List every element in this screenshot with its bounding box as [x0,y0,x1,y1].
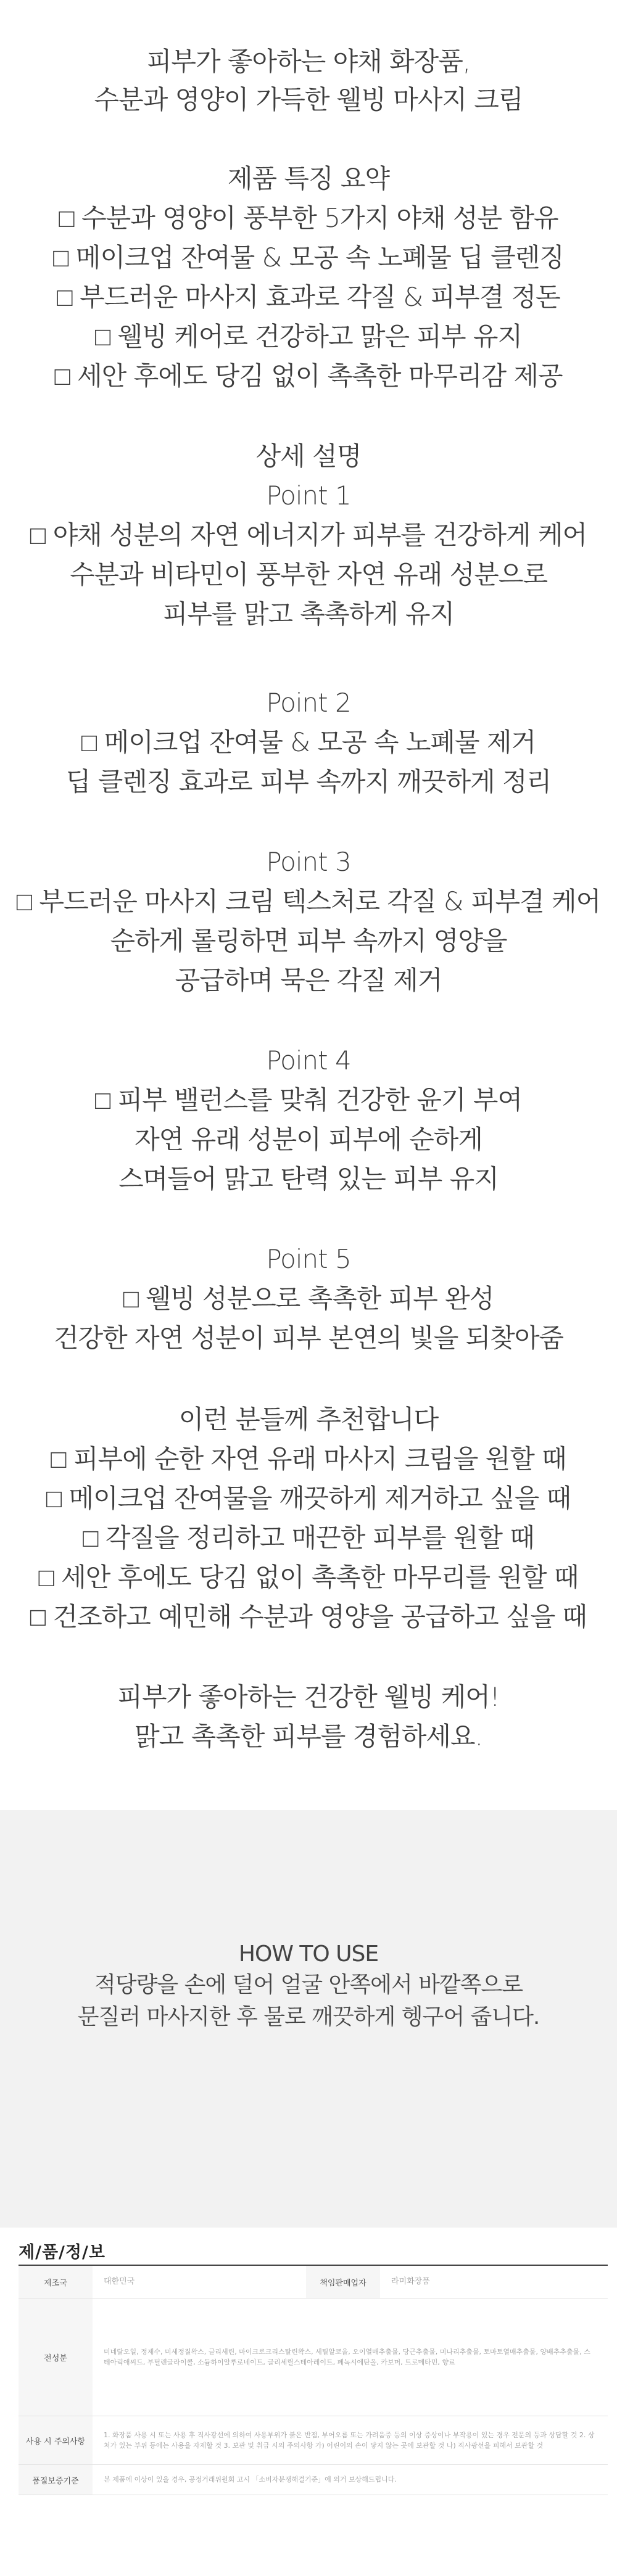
point-line: 딥 클렌징 효과로 피부 속까지 깨끗하게 정리 [65,767,552,797]
recommend-item-1: □ 피부에 순한 자연 유래 마사지 크림을 원할 때 [51,1444,566,1474]
point-line: 수분과 비타민이 풍부한 자연 유래 성분으로 [69,559,548,590]
point-line: 순하게 롤링하면 피부 속까지 영양을 [110,926,507,956]
ingredients-label: 전성분 [19,2298,93,2416]
intro-line-2: 수분과 영양이 가득한 웰빙 마사지 크림 [94,84,523,115]
point-line: □ 부드러운 마사지 크림 텍스처로 각질 & 피부결 케어 [16,886,601,916]
point-line: □ 웰빙 성분으로 촉촉한 피부 완성 [123,1283,494,1314]
table-row [19,2465,608,2495]
quality-label: 품질보증기준 [19,2465,93,2495]
closing-line-2: 맑고 촉촉한 피부를 경험하세요. [135,1721,482,1751]
point-line: 공급하며 묵은 각질 제거 [175,965,442,995]
product-info-table [19,2265,608,2495]
how-to-use-line-1: 적당량을 손에 덜어 얼굴 안쪽에서 바깥쪽으로 [94,1972,523,1998]
point-line: □ 야채 성분의 자연 에너지가 피부를 건강하게 케어 [30,520,587,550]
point-line: 자연 유래 성분이 피부에 순하게 [135,1124,482,1154]
point-line: □ 피부 밸런스를 맞춰 건강한 윤기 부여 [94,1085,523,1115]
ingredients-value: 미네랄오일, 정제수, 미세정질왁스, 글리세린, 마이크로크리스탈린왁스, 세틸알코올, 오이열매추출물, 당근추출물, 미나리추출물, 토마토열매추출물, 양배추추출물, 스테아릭애씨드, 부틸렌글라이콜, 소듐하이알루로네이트, 글리세릴스테아레이트, 페녹시에탄올, 카보머, 트로메타민, 향료 [104,2348,590,2366]
table-row [19,2416,608,2465]
summary-item-4: □ 웰빙 케어로 건강하고 맑은 피부 유지 [94,321,523,352]
how-to-use-line-2: 문질러 마사지한 후 물로 깨끗하게 헹구어 줍니다. [77,2004,540,2030]
summary-item-1: □ 수분과 영양이 풍부한 5가지 야채 성분 함유 [59,203,558,233]
caution-label: 사용 시 주의사항 [19,2416,93,2464]
point-line: □ 메이크업 잔여물 & 모공 속 노폐물 제거 [81,727,536,757]
how-to-use-title: HOW TO USE [238,1941,379,1967]
detail-title: 상세 설명 [255,441,362,471]
summary-item-3: □ 부드러운 마사지 효과로 각질 & 피부결 정돈 [57,282,560,312]
caution-value: 1. 화장품 사용 시 또는 사용 후 직사광선에 의하여 사용부위가 붉은 반점, 부어오름 또는 가려움증 등의 이상 증상이나 부작용이 있는 경우 전문의 등과 상담할 것 2. 상처가 있는 부위 등에는 사용을 자제할 것 3. 보관 및 취급 시의 주의사항 가) 어린이의 손이 닿지 않는 곳에 보관할 것 나) 직사광선을 피해서 보관할 것 [104,2431,595,2450]
point-label: Point 4 [266,1045,351,1076]
seller-label: 책임판매업자 [306,2266,380,2298]
country-label: 제조국 [19,2266,93,2298]
seller-value: 라미화장품 [391,2277,430,2286]
point-label: Point 3 [266,847,351,877]
point-line: 스며들어 맑고 탄력 있는 피부 유지 [118,1164,499,1194]
point-label: Point 2 [266,688,351,718]
table-row [19,2298,608,2416]
point-line: 피부를 맑고 촉촉하게 유지 [162,599,455,629]
recommend-item-5: □ 건조하고 예민해 수분과 영양을 공급하고 싶을 때 [30,1602,587,1632]
intro-line-1: 피부가 좋아하는 야채 화장품, [146,46,471,76]
summary-item-5: □ 세안 후에도 당김 없이 촉촉한 마무리감 제공 [54,361,563,391]
summary-title: 제품 특징 요약 [227,163,390,194]
point-label: Point 5 [266,1244,351,1274]
summary-item-2: □ 메이크업 잔여물 & 모공 속 노폐물 딥 클렌징 [53,242,564,273]
table-row [19,2266,608,2298]
recommend-item-3: □ 각질을 정리하고 매끈한 피부를 원할 때 [83,1523,534,1553]
recommend-title: 이런 분들께 추천합니다 [178,1404,439,1434]
point-label: Point 1 [266,480,351,511]
recommend-item-4: □ 세안 후에도 당김 없이 촉촉한 마무리를 원할 때 [38,1562,579,1592]
quality-value: 본 제품에 이상이 있을 경우, 공정거래위원회 고시 「소비자분쟁해결기준」에 의거 보상해드립니다. [104,2475,397,2483]
closing-line-1: 피부가 좋아하는 건강한 웰빙 케어! [117,1682,500,1712]
country-value: 대한민국 [104,2277,135,2286]
point-line: 건강한 자연 성분이 피부 본연의 빛을 되찾아줌 [54,1323,563,1353]
recommend-item-2: □ 메이크업 잔여물을 깨끗하게 제거하고 싶을 때 [46,1483,571,1513]
product-info-title: 제/품/정/보 [19,2243,106,2262]
